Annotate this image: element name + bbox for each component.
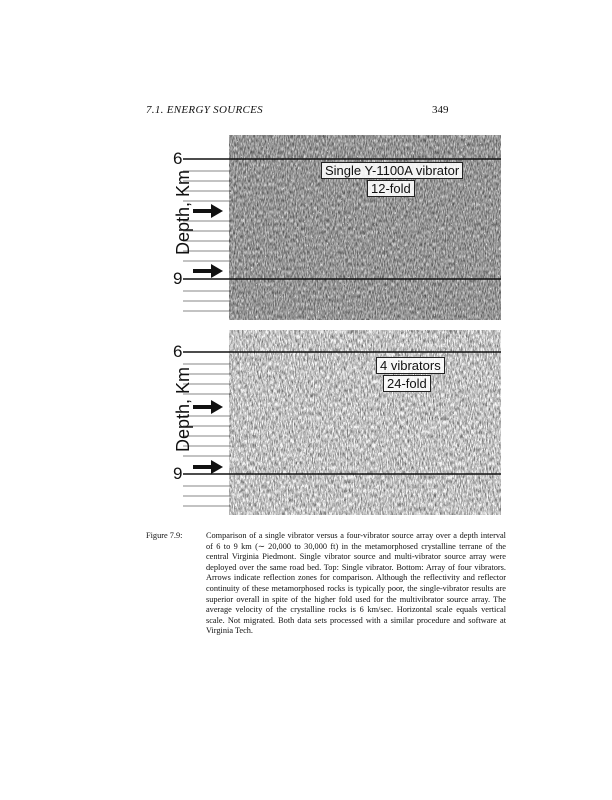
running-header-section: 7.1. ENERGY SOURCES xyxy=(146,104,263,116)
arrow-icon xyxy=(193,264,223,278)
seismic-section-bottom xyxy=(229,330,501,515)
seismic-panel-top xyxy=(171,135,501,320)
figure-caption-text: Comparison of a single vibrator versus a four-vibrator source array over a depth interval of 6 to 9 km (∼ 20,000 to 30,000 ft) in the metamorphosed crystalline terrane of the central Virginia Piedmont. Single vibrator source and multi-vibrator source array were deployed over the same road bed. Top: Single vibrator. Bottom: Array of four vibrators. Arrows indicate reflection zones for comparison. Although the reflectivity and reflector continuity of these metamorphosed rocks is typically poor, the single-vibrator results are superior overall in spite of the higher fold used for the multivibrator source array. The average velocity of the crystalline rocks is 6 km/sec. Horizontal scale equals vertical scale. Not migrated. Both data sets processed with a similar procedure and software at Virginia Tech. xyxy=(206,531,506,636)
depth-axis-label: Depth, Km xyxy=(173,169,193,255)
arrow-icon xyxy=(193,460,223,474)
arrow-icon xyxy=(193,400,223,414)
depth-tick-6: 6 xyxy=(173,342,183,361)
depth-tick-6: 6 xyxy=(173,149,183,168)
seismic-panel-bottom xyxy=(171,330,501,515)
annotation-source: 4 vibrators xyxy=(376,357,445,374)
arrow-icon xyxy=(193,204,223,218)
annotation-source: Single Y-1100A vibrator xyxy=(321,162,463,179)
depth-tick-9: 9 xyxy=(173,464,183,483)
seismic-image-bottom xyxy=(171,330,501,515)
annotation-fold: 24-fold xyxy=(383,375,431,392)
figure-caption xyxy=(146,531,506,637)
depth-axis-label: Depth, Km xyxy=(173,366,193,452)
page-number: 349 xyxy=(432,104,449,116)
depth-tick-9: 9 xyxy=(173,269,183,288)
annotation-fold: 12-fold xyxy=(367,180,415,197)
figure-caption-label: Figure 7.9: xyxy=(146,531,183,540)
